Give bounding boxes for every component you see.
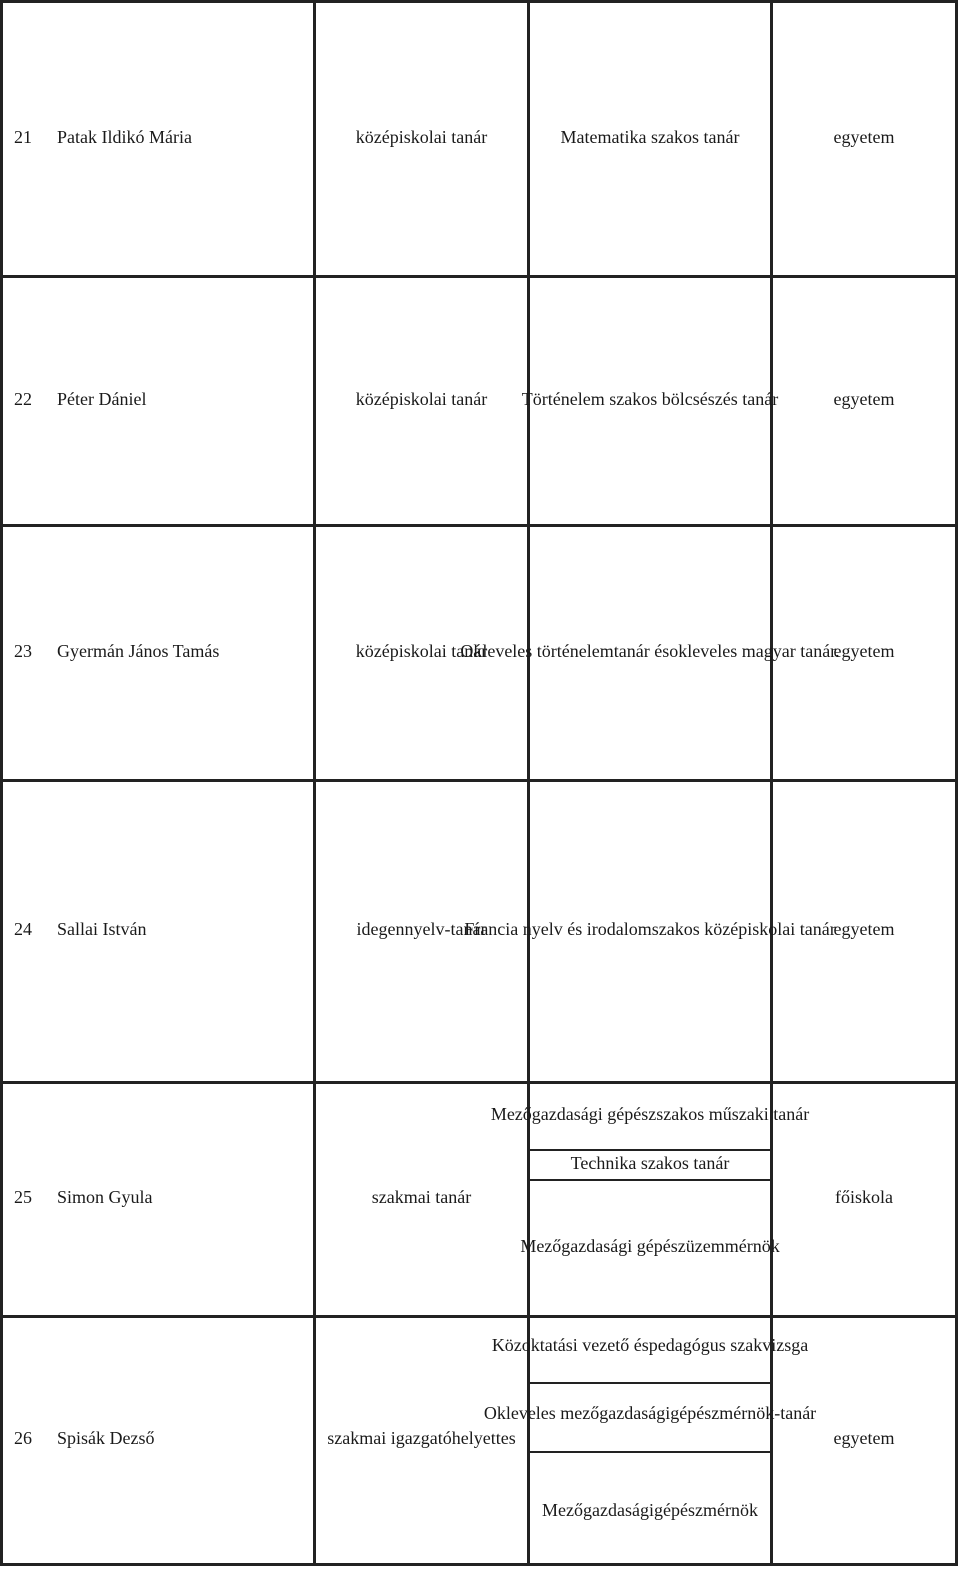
table-border xyxy=(955,0,958,1566)
qualification xyxy=(464,779,836,1081)
degree-level: egyetem xyxy=(833,919,895,940)
cell-text-line: Okleveles mezőgazdasági xyxy=(483,1403,671,1424)
cell-text-line: Történelem szakos bölcsész xyxy=(521,388,723,409)
table-border xyxy=(0,0,3,1566)
row-number: 22 xyxy=(14,388,32,409)
cell-text-line: szakos középiskolai tanár xyxy=(651,919,836,940)
cell-text-line: Francia nyelv és irodalom xyxy=(464,919,652,940)
table-border xyxy=(527,1179,773,1181)
cell-text-line: pedagógus szakvizsga xyxy=(648,1335,809,1356)
qualification xyxy=(530,1467,770,1555)
row-number: 24 xyxy=(14,919,32,940)
row-number: 23 xyxy=(14,640,32,661)
teacher-name: Péter Dániel xyxy=(57,388,147,409)
teacher-position: középiskolai tanár xyxy=(355,126,488,147)
table-border xyxy=(527,1451,773,1453)
qualification xyxy=(460,524,840,779)
row-number: 21 xyxy=(14,126,32,147)
cell-text-line: Mezőgazdasági gépész xyxy=(520,1236,686,1257)
cell-text-line: okleveles magyar tanár. xyxy=(669,640,840,661)
qualification xyxy=(483,1382,817,1446)
qualification xyxy=(530,1149,770,1179)
cell-text-line: Okleveles történelemtanár és xyxy=(460,640,670,661)
cell-text-line: gépészmérnök xyxy=(653,1500,758,1521)
degree-level: egyetem xyxy=(833,388,895,409)
cell-text-line: Mezőgazdasági gépész xyxy=(490,1104,657,1125)
table-border xyxy=(0,1563,958,1566)
teacher-name: Spisák Dezső xyxy=(57,1428,155,1449)
qualification xyxy=(491,1317,809,1375)
degree-level: főiskola xyxy=(835,1187,893,1208)
teacher-name: Sallai István xyxy=(57,919,147,940)
teacher-name: Simon Gyula xyxy=(57,1187,153,1208)
cell-text-line: szakos műszaki tanár xyxy=(656,1104,810,1125)
qualification xyxy=(520,1209,780,1285)
cell-text-line: gépészmérnök-tanár xyxy=(670,1403,817,1424)
degree-level: egyetem xyxy=(833,1428,895,1449)
row-number: 26 xyxy=(14,1428,32,1449)
teacher-position: idegennyelv-tanár xyxy=(356,919,487,940)
qualification xyxy=(521,275,779,524)
cell-text-line: Mezőgazdasági xyxy=(542,1500,654,1521)
cell-text-line: és tanár xyxy=(722,388,779,409)
cell-text-line: üzemmérnök xyxy=(685,1236,780,1257)
cell-text-line: Közoktatási vezető és xyxy=(491,1335,649,1356)
row-number: 25 xyxy=(14,1187,32,1208)
degree-level: egyetem xyxy=(833,126,895,147)
teacher-position: szakmai tanár xyxy=(371,1187,472,1208)
teacher-position: középiskolai tanár xyxy=(355,640,488,661)
teacher-position: középiskolai tanár xyxy=(355,388,488,409)
qualification xyxy=(490,1089,810,1141)
qualification xyxy=(530,0,770,275)
cell-text-line: Matematika szakos tanár xyxy=(560,126,740,147)
degree-level: egyetem xyxy=(833,640,895,661)
teacher-name: Patak Ildikó Mária xyxy=(57,126,192,147)
teacher-position: szakmai igazgatóhelyettes xyxy=(327,1428,516,1449)
teacher-name: Gyermán János Tamás xyxy=(57,640,220,661)
cell-text-line: Technika szakos tanár xyxy=(570,1153,730,1174)
